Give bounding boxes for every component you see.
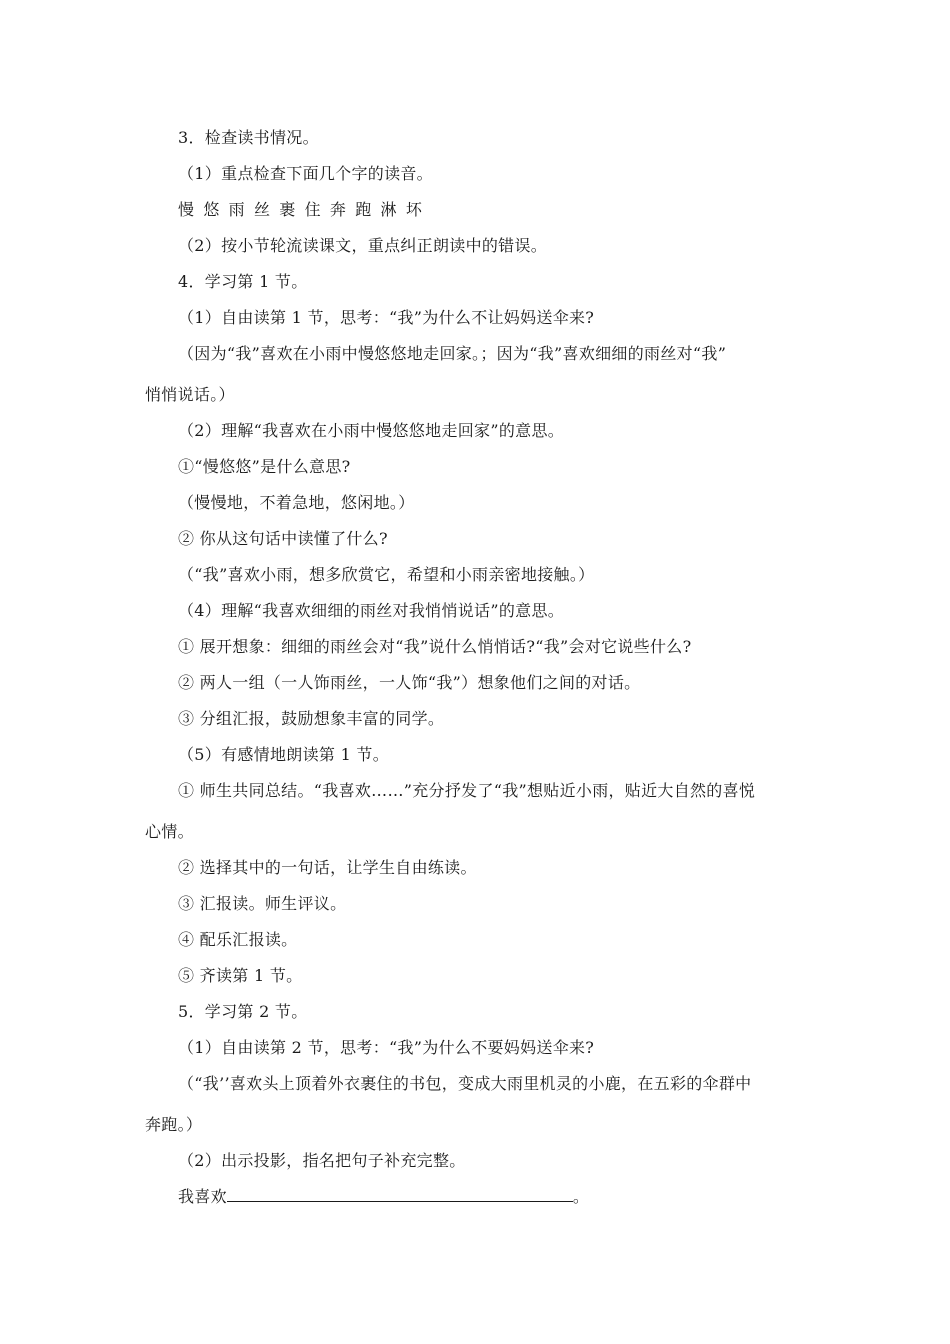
step-4-item-2-a2: （“我”喜欢小雨，想多欣赏它，希望和小雨亲密地接触。）: [178, 565, 595, 584]
step-3-item-1: （1）重点检查下面几个字的读音。: [178, 164, 433, 183]
fill-blank-line: [227, 1187, 573, 1202]
character: 裹: [279, 200, 296, 219]
step-4-item-4-3: ③ 分组汇报，鼓励想象丰富的同学。: [178, 709, 445, 728]
step-5-answer-1: （“我’’喜欢头上顶着外衣裹住的书包，变成大雨里机灵的小鹿，在五彩的伞群中: [178, 1074, 752, 1093]
character: 雨: [228, 200, 245, 219]
step-4-heading: 4．学习第 1 节。: [178, 272, 308, 291]
character: 奔: [329, 200, 347, 219]
step-4-item-5-1: ① 师生共同总结。“我喜欢……”充分抒发了“我”想贴近小雨，贴近大自然的喜悦: [178, 781, 756, 800]
step-4-item-2-q1: ①“慢悠悠”是什么意思?: [178, 457, 351, 476]
step-3-heading: 3．检查读书情况。: [178, 128, 319, 147]
fill-suffix: 。: [572, 1187, 590, 1206]
step-4-item-4-1: ① 展开想象：细细的雨丝会对“我”说什么悄悄话?“我”会对它说些什么?: [178, 637, 692, 656]
step-4-item-5-4: ④ 配乐汇报读。: [178, 930, 298, 949]
step-4-item-4-2: ② 两人一组（一人饰雨丝，一人饰“我”）想象他们之间的对话。: [178, 673, 641, 692]
character: 跑: [355, 200, 372, 219]
pronunciation-characters: [178, 200, 431, 220]
step-4-item-2: （2）理解“我喜欢在小雨中慢悠悠地走回家”的意思。: [178, 421, 565, 440]
fill-prefix: 我喜欢: [178, 1187, 227, 1206]
character: 慢: [178, 200, 195, 219]
step-3-item-2: （2）按小节轮流读课文，重点纠正朗读中的错误。: [178, 236, 548, 255]
step-5-item-2: （2）出示投影，指名把句子补充完整。: [178, 1151, 466, 1170]
step-4-item-4: （4）理解“我喜欢细细的雨丝对我悄悄说话”的意思。: [178, 601, 565, 620]
step-4-item-5-3: ③ 汇报读。师生评议。: [178, 894, 347, 913]
fill-in-sentence: [178, 1187, 589, 1207]
step-4-item-2-a1: （慢慢地，不着急地，悠闲地。）: [178, 493, 415, 512]
character: 淋: [380, 200, 397, 219]
step-4-item-5: （5）有感情地朗读第 1 节。: [178, 745, 390, 764]
step-4-question-1: （1）自由读第 1 节，思考：“我”为什么不让妈妈送伞来?: [178, 308, 595, 327]
step-5-heading: 5．学习第 2 节。: [178, 1002, 308, 1021]
step-5-answer-1-cont: 奔跑。）: [145, 1115, 203, 1134]
character: 悠: [203, 200, 220, 219]
step-4-answer-1-cont: 悄悄说话。）: [145, 385, 235, 404]
character: 丝: [253, 200, 271, 219]
step-4-item-5-2: ② 选择其中的一句话，让学生自由练读。: [178, 858, 477, 877]
step-4-answer-1: （因为“我”喜欢在小雨中慢悠悠地走回家。；因为“我”喜欢细细的雨丝对“我”: [178, 344, 727, 363]
step-4-item-2-q2: ② 你从这句话中读懂了什么?: [178, 529, 388, 548]
step-4-item-5-5: ⑤ 齐读第 1 节。: [178, 966, 303, 985]
character: 坏: [405, 200, 423, 219]
character: 住: [304, 200, 321, 219]
step-4-item-5-1-cont: 心情。: [145, 822, 194, 841]
step-5-question-1: （1）自由读第 2 节，思考：“我”为什么不要妈妈送伞来?: [178, 1038, 595, 1057]
